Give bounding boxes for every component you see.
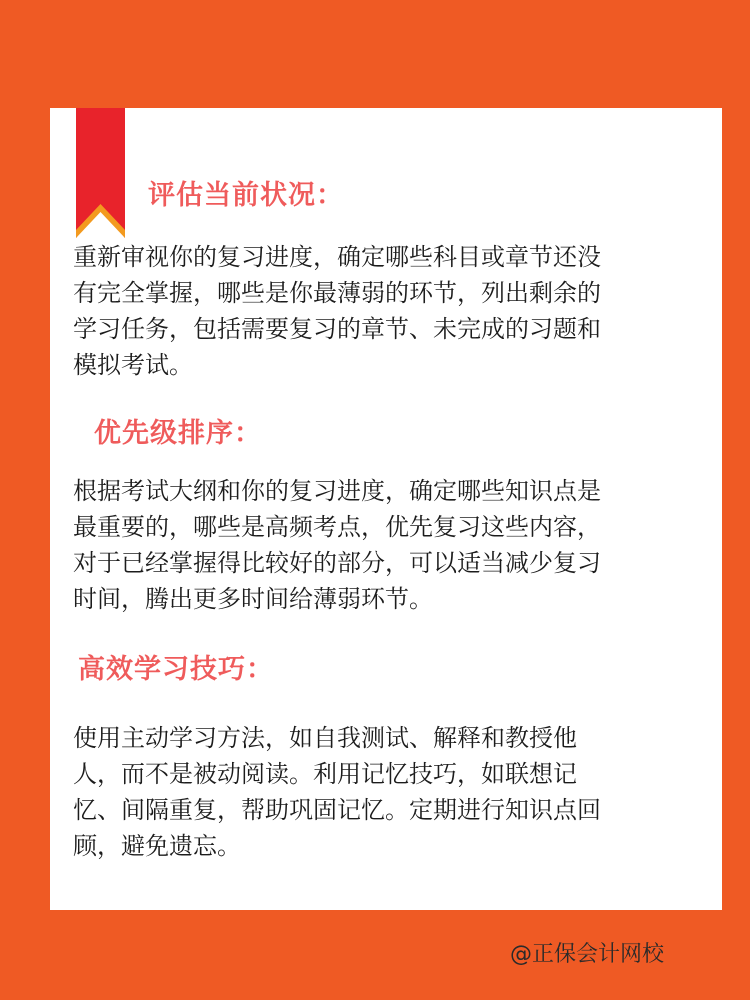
section-heading-priority: 优先级排序：	[94, 418, 262, 449]
section-body-assess: 重新审视你的复习进度，确定哪些科目或章节还没 有完全掌握，哪些是你最薄弱的环节，列出剩余的 学习任务，包括需要复习的章节、未完成的习题和 模拟考试。	[73, 243, 601, 379]
watermark-text: @正保会计网校	[510, 942, 665, 967]
bookmark-ribbon-icon	[76, 108, 125, 238]
section-heading-assess: 评估当前状况：	[148, 180, 344, 211]
section-body-priority: 根据考试大纲和你的复习进度，确定哪些知识点是 最重要的，哪些是高频考点，优先复习这些内容， 对于已经掌握得比较好的部分，可以适当减少复习 时间，腾出更多时间给薄弱环节。	[73, 477, 601, 613]
section-body-techniques: 使用主动学习方法，如自我测试、解释和教授他 人，而不是被动阅读。利用记忆技巧，如联想记 忆、间隔重复，帮助巩固记忆。定期进行知识点回 顾，避免遗忘。	[73, 724, 601, 860]
content-card	[50, 108, 722, 910]
section-heading-techniques: 高效学习技巧：	[78, 654, 274, 685]
